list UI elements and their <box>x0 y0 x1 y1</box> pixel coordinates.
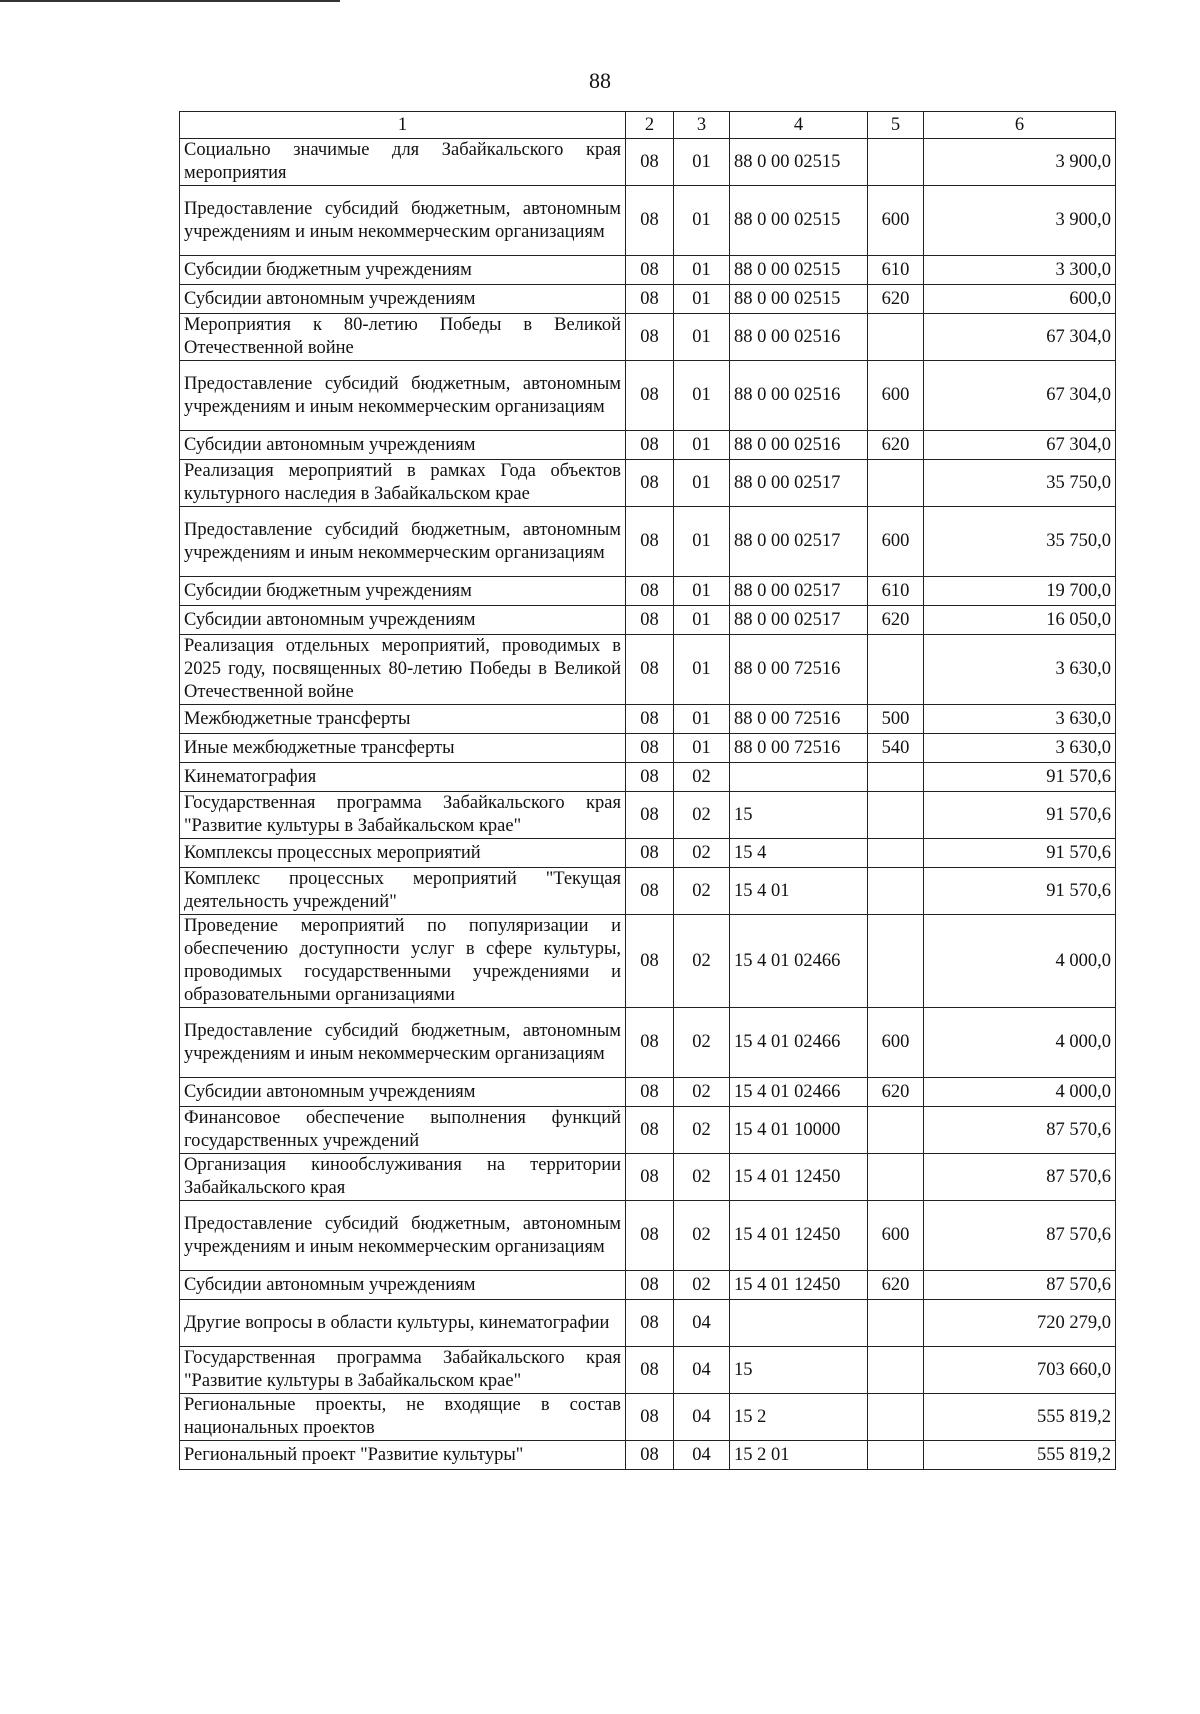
row-name: Другие вопросы в области культуры, кинематографии <box>180 1300 626 1347</box>
row-section: 08 <box>626 186 674 256</box>
row-name: Организация кинообслуживания на территории Забайкальского края <box>180 1154 626 1201</box>
row-target-article: 88 0 00 72516 <box>730 635 868 705</box>
row-target-article: 88 0 00 02516 <box>730 361 868 431</box>
row-subsection: 04 <box>674 1394 730 1441</box>
row-expense-type: 600 <box>868 1201 924 1271</box>
table-row <box>180 1078 1116 1107</box>
row-section: 08 <box>626 361 674 431</box>
row-target-article: 15 4 01 02466 <box>730 1008 868 1078</box>
row-target-article: 15 4 01 02466 <box>730 1078 868 1107</box>
table-body <box>180 139 1116 1470</box>
row-expense-type <box>868 839 924 868</box>
budget-table <box>179 111 1116 1470</box>
row-target-article: 88 0 00 02515 <box>730 139 868 186</box>
row-section: 08 <box>626 915 674 1008</box>
row-subsection: 01 <box>674 507 730 577</box>
row-section: 08 <box>626 839 674 868</box>
row-expense-type <box>868 460 924 507</box>
row-target-article: 88 0 00 72516 <box>730 705 868 734</box>
row-section: 08 <box>626 1300 674 1347</box>
row-amount: 3 630,0 <box>924 705 1116 734</box>
row-name: Предоставление субсидий бюджетным, автономным учреждениям и иным некоммерческим организациям <box>180 507 626 577</box>
row-name: Предоставление субсидий бюджетным, автономным учреждениям и иным некоммерческим организациям <box>180 1201 626 1271</box>
row-subsection: 02 <box>674 1271 730 1300</box>
row-amount: 600,0 <box>924 285 1116 314</box>
row-target-article: 15 4 01 10000 <box>730 1107 868 1154</box>
row-amount: 91 570,6 <box>924 763 1116 792</box>
row-name: Региональный проект "Развитие культуры" <box>180 1441 626 1470</box>
row-name: Комплекс процессных мероприятий "Текущая деятельность учреждений" <box>180 868 626 915</box>
table-row <box>180 915 1116 1008</box>
row-amount: 3 630,0 <box>924 635 1116 705</box>
row-target-article: 15 2 <box>730 1394 868 1441</box>
header-col-3: 3 <box>674 112 730 139</box>
row-target-article: 15 4 01 12450 <box>730 1154 868 1201</box>
row-target-article: 88 0 00 02516 <box>730 431 868 460</box>
row-name: Предоставление субсидий бюджетным, автономным учреждениям и иным некоммерческим организациям <box>180 361 626 431</box>
row-name: Субсидии бюджетным учреждениям <box>180 256 626 285</box>
row-expense-type: 600 <box>868 186 924 256</box>
row-amount: 91 570,6 <box>924 792 1116 839</box>
row-amount: 4 000,0 <box>924 915 1116 1008</box>
row-name: Субсидии автономным учреждениям <box>180 431 626 460</box>
row-section: 08 <box>626 763 674 792</box>
table-row <box>180 139 1116 186</box>
header-col-4: 4 <box>730 112 868 139</box>
row-name: Кинематография <box>180 763 626 792</box>
row-subsection: 02 <box>674 1078 730 1107</box>
row-section: 08 <box>626 256 674 285</box>
row-amount: 87 570,6 <box>924 1271 1116 1300</box>
row-amount: 4 000,0 <box>924 1008 1116 1078</box>
row-name: Межбюджетные трансферты <box>180 705 626 734</box>
table-row <box>180 635 1116 705</box>
header-col-6: 6 <box>924 112 1116 139</box>
row-target-article: 15 <box>730 1347 868 1394</box>
row-amount: 35 750,0 <box>924 460 1116 507</box>
row-target-article: 15 4 01 <box>730 868 868 915</box>
row-target-article: 15 4 01 12450 <box>730 1201 868 1271</box>
row-amount: 555 819,2 <box>924 1394 1116 1441</box>
row-expense-type: 610 <box>868 577 924 606</box>
row-expense-type: 600 <box>868 361 924 431</box>
table-row <box>180 705 1116 734</box>
page-number: 88 <box>589 68 611 93</box>
row-target-article: 88 0 00 02517 <box>730 507 868 577</box>
row-amount: 67 304,0 <box>924 361 1116 431</box>
row-name: Проведение мероприятий по популяризации и обеспечению доступности услуг в сфере культуры, проводимых государственными учреждениями и образовательными организациями <box>180 915 626 1008</box>
row-expense-type: 540 <box>868 734 924 763</box>
top-rule <box>0 0 340 2</box>
row-subsection: 02 <box>674 763 730 792</box>
row-subsection: 01 <box>674 361 730 431</box>
table-row <box>180 1201 1116 1271</box>
row-subsection: 01 <box>674 314 730 361</box>
row-amount: 19 700,0 <box>924 577 1116 606</box>
row-amount: 91 570,6 <box>924 839 1116 868</box>
header-col-5: 5 <box>868 112 924 139</box>
row-amount: 87 570,6 <box>924 1201 1116 1271</box>
row-section: 08 <box>626 734 674 763</box>
row-subsection: 02 <box>674 1008 730 1078</box>
row-expense-type <box>868 1441 924 1470</box>
row-section: 08 <box>626 792 674 839</box>
row-section: 08 <box>626 1271 674 1300</box>
row-name: Государственная программа Забайкальского края "Развитие культуры в Забайкальском крае" <box>180 1347 626 1394</box>
table-row <box>180 314 1116 361</box>
row-subsection: 01 <box>674 705 730 734</box>
row-name: Финансовое обеспечение выполнения функций государственных учреждений <box>180 1107 626 1154</box>
row-section: 08 <box>626 1154 674 1201</box>
row-subsection: 01 <box>674 139 730 186</box>
row-target-article: 88 0 00 02517 <box>730 577 868 606</box>
table-row <box>180 577 1116 606</box>
row-name: Государственная программа Забайкальского края "Развитие культуры в Забайкальском крае" <box>180 792 626 839</box>
row-name: Субсидии автономным учреждениям <box>180 285 626 314</box>
row-section: 08 <box>626 139 674 186</box>
header-row <box>180 112 1116 139</box>
row-section: 08 <box>626 1078 674 1107</box>
table-row <box>180 1008 1116 1078</box>
row-name: Мероприятия к 80-летию Победы в Великой Отечественной войне <box>180 314 626 361</box>
row-subsection: 02 <box>674 1201 730 1271</box>
row-target-article: 15 4 <box>730 839 868 868</box>
row-subsection: 01 <box>674 285 730 314</box>
row-expense-type <box>868 1300 924 1347</box>
row-amount: 3 300,0 <box>924 256 1116 285</box>
row-target-article: 15 2 01 <box>730 1441 868 1470</box>
table-row <box>180 285 1116 314</box>
row-amount: 87 570,6 <box>924 1154 1116 1201</box>
row-amount: 16 050,0 <box>924 606 1116 635</box>
table-row <box>180 507 1116 577</box>
table-row <box>180 1441 1116 1470</box>
row-expense-type: 600 <box>868 507 924 577</box>
row-subsection: 04 <box>674 1441 730 1470</box>
table-row <box>180 839 1116 868</box>
row-name: Региональные проекты, не входящие в состав национальных проектов <box>180 1394 626 1441</box>
row-target-article <box>730 1300 868 1347</box>
row-section: 08 <box>626 1107 674 1154</box>
table-row <box>180 734 1116 763</box>
row-expense-type: 600 <box>868 1008 924 1078</box>
table-row <box>180 1300 1116 1347</box>
row-expense-type: 620 <box>868 606 924 635</box>
row-target-article: 88 0 00 02515 <box>730 256 868 285</box>
row-subsection: 01 <box>674 577 730 606</box>
row-section: 08 <box>626 1201 674 1271</box>
row-target-article: 88 0 00 02515 <box>730 285 868 314</box>
row-section: 08 <box>626 1394 674 1441</box>
row-expense-type <box>868 792 924 839</box>
row-amount: 555 819,2 <box>924 1441 1116 1470</box>
table-row <box>180 361 1116 431</box>
table-row <box>180 1271 1116 1300</box>
row-name: Комплексы процессных мероприятий <box>180 839 626 868</box>
row-name: Субсидии автономным учреждениям <box>180 1271 626 1300</box>
row-amount: 3 900,0 <box>924 186 1116 256</box>
row-subsection: 02 <box>674 1107 730 1154</box>
row-name: Реализация отдельных мероприятий, проводимых в 2025 году, посвященных 80-летию Победы в Великой Отечественной войне <box>180 635 626 705</box>
row-subsection: 01 <box>674 635 730 705</box>
row-target-article <box>730 763 868 792</box>
table-row <box>180 763 1116 792</box>
row-subsection: 02 <box>674 915 730 1008</box>
row-section: 08 <box>626 314 674 361</box>
row-subsection: 01 <box>674 256 730 285</box>
table-row <box>180 606 1116 635</box>
row-subsection: 02 <box>674 1154 730 1201</box>
table-row <box>180 186 1116 256</box>
table-row <box>180 1394 1116 1441</box>
row-subsection: 04 <box>674 1347 730 1394</box>
row-expense-type <box>868 1347 924 1394</box>
row-expense-type <box>868 763 924 792</box>
row-section: 08 <box>626 868 674 915</box>
row-amount: 3 900,0 <box>924 139 1116 186</box>
row-expense-type: 620 <box>868 1271 924 1300</box>
row-target-article: 88 0 00 02517 <box>730 460 868 507</box>
row-section: 08 <box>626 705 674 734</box>
row-subsection: 01 <box>674 431 730 460</box>
table-row <box>180 1154 1116 1201</box>
row-name: Субсидии автономным учреждениям <box>180 606 626 635</box>
row-section: 08 <box>626 507 674 577</box>
row-subsection: 02 <box>674 839 730 868</box>
row-subsection: 02 <box>674 792 730 839</box>
row-expense-type <box>868 1154 924 1201</box>
row-name: Реализация мероприятий в рамках Года объектов культурного наследия в Забайкальском крае <box>180 460 626 507</box>
table-row <box>180 460 1116 507</box>
row-subsection: 04 <box>674 1300 730 1347</box>
row-expense-type: 620 <box>868 1078 924 1107</box>
row-section: 08 <box>626 285 674 314</box>
row-subsection: 01 <box>674 734 730 763</box>
table-row <box>180 868 1116 915</box>
row-amount: 35 750,0 <box>924 507 1116 577</box>
row-name: Предоставление субсидий бюджетным, автономным учреждениям и иным некоммерческим организациям <box>180 1008 626 1078</box>
row-target-article: 15 <box>730 792 868 839</box>
table-row <box>180 1347 1116 1394</box>
table-row <box>180 1107 1116 1154</box>
row-amount: 67 304,0 <box>924 431 1116 460</box>
row-amount: 91 570,6 <box>924 868 1116 915</box>
row-target-article: 15 4 01 12450 <box>730 1271 868 1300</box>
row-subsection: 01 <box>674 606 730 635</box>
row-expense-type: 620 <box>868 285 924 314</box>
row-expense-type <box>868 314 924 361</box>
row-section: 08 <box>626 460 674 507</box>
row-section: 08 <box>626 577 674 606</box>
table-row <box>180 256 1116 285</box>
row-amount: 720 279,0 <box>924 1300 1116 1347</box>
row-expense-type: 610 <box>868 256 924 285</box>
table-row <box>180 792 1116 839</box>
row-amount: 3 630,0 <box>924 734 1116 763</box>
row-expense-type <box>868 915 924 1008</box>
row-amount: 87 570,6 <box>924 1107 1116 1154</box>
row-subsection: 01 <box>674 186 730 256</box>
row-subsection: 02 <box>674 868 730 915</box>
row-section: 08 <box>626 606 674 635</box>
row-name: Предоставление субсидий бюджетным, автономным учреждениям и иным некоммерческим организациям <box>180 186 626 256</box>
row-section: 08 <box>626 635 674 705</box>
table-row <box>180 431 1116 460</box>
row-target-article: 88 0 00 02516 <box>730 314 868 361</box>
header-col-1: 1 <box>180 112 626 139</box>
row-name: Иные межбюджетные трансферты <box>180 734 626 763</box>
row-section: 08 <box>626 1008 674 1078</box>
row-amount: 67 304,0 <box>924 314 1116 361</box>
row-section: 08 <box>626 1347 674 1394</box>
row-expense-type: 620 <box>868 431 924 460</box>
row-target-article: 15 4 01 02466 <box>730 915 868 1008</box>
row-amount: 4 000,0 <box>924 1078 1116 1107</box>
row-name: Субсидии автономным учреждениям <box>180 1078 626 1107</box>
row-subsection: 01 <box>674 460 730 507</box>
row-expense-type <box>868 1107 924 1154</box>
row-expense-type: 500 <box>868 705 924 734</box>
row-section: 08 <box>626 431 674 460</box>
row-expense-type <box>868 635 924 705</box>
row-expense-type <box>868 139 924 186</box>
row-amount: 703 660,0 <box>924 1347 1116 1394</box>
row-target-article: 88 0 00 72516 <box>730 734 868 763</box>
row-target-article: 88 0 00 02517 <box>730 606 868 635</box>
header-col-2: 2 <box>626 112 674 139</box>
row-name: Субсидии бюджетным учреждениям <box>180 577 626 606</box>
row-expense-type <box>868 1394 924 1441</box>
row-section: 08 <box>626 1441 674 1470</box>
row-expense-type <box>868 868 924 915</box>
row-name: Социально значимые для Забайкальского края мероприятия <box>180 139 626 186</box>
row-target-article: 88 0 00 02515 <box>730 186 868 256</box>
